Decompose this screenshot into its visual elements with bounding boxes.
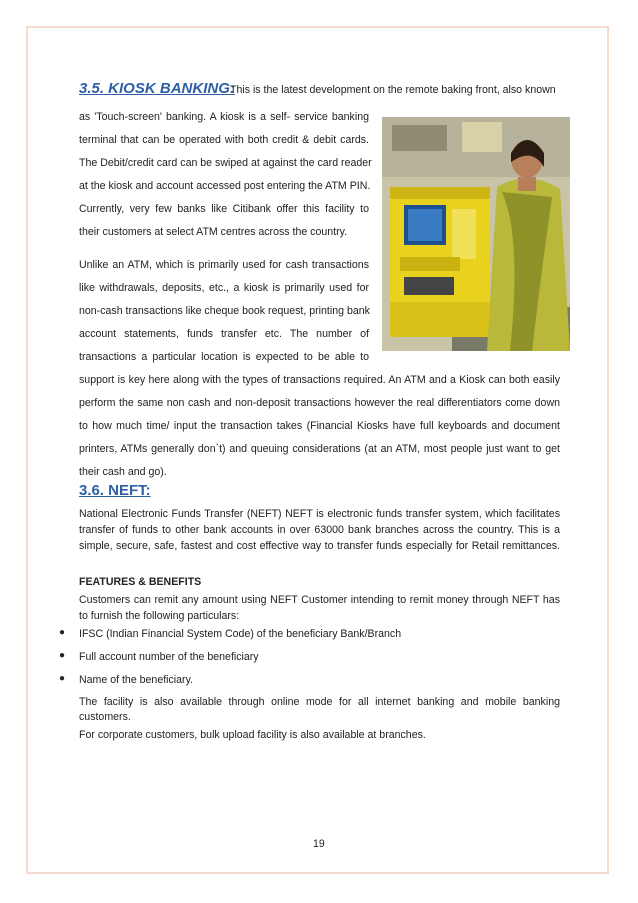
corporate-line: For corporate customers, bulk upload facility is also available at branches.: [79, 729, 426, 741]
bullet-icon: ●: [59, 650, 66, 661]
bullet-icon: ●: [59, 673, 66, 684]
kiosk-line: support is key here along with the types of transactions required. An ATM and a Kiosk can both easily: [79, 374, 560, 386]
kiosk-line: Currently, very few banks like Citibank offer this facility to: [79, 203, 369, 215]
kiosk-line: transactions a particular location is expected to be able to: [79, 351, 369, 363]
bullet-icon: ●: [59, 627, 66, 638]
page-number: 19: [313, 838, 325, 850]
kiosk-photo: [382, 117, 570, 351]
neft-para-line: simple, secure, safe, fastest and cost effective way to transfer funds especially for Retail remittances.: [79, 540, 560, 552]
kiosk-line: their cash and go).: [79, 466, 167, 478]
kiosk-line: as 'Touch-screen' banking. A kiosk is a self- service banking: [79, 111, 369, 123]
kiosk-line: like withdrawals, deposits, etc., a kiosk is primarily used for: [79, 282, 369, 294]
bullet-item: Name of the beneficiary.: [79, 674, 194, 686]
features-heading: FEATURES & BENEFITS: [79, 576, 202, 588]
kiosk-intro-tail: This is the latest development on the remote baking front, also known: [230, 84, 556, 96]
facility-line: customers.: [79, 711, 131, 723]
section-heading-kiosk: 3.5. KIOSK BANKING:: [79, 80, 235, 97]
kiosk-line: terminal that can be operated with both credit & debit cards.: [79, 134, 369, 146]
bullet-item: Full account number of the beneficiary: [79, 651, 259, 663]
kiosk-line: perform the same non cash and non-deposit transactions however the real differentiators come down: [79, 397, 560, 409]
kiosk-line: Unlike an ATM, which is primarily used for cash transactions: [79, 259, 369, 271]
kiosk-line: at the kiosk and account accessed post entering the ATM PIN.: [79, 180, 371, 192]
bullet-item: IFSC (Indian Financial System Code) of the beneficiary Bank/Branch: [79, 628, 402, 640]
kiosk-line: their customers at select ATM centres across the country.: [79, 226, 348, 238]
kiosk-line: to how much time/ input the transaction takes (Financial Kiosks have full keyboards and document: [79, 420, 560, 432]
kiosk-line: The Debit/credit card can be swiped at against the card reader: [79, 157, 372, 169]
features-intro-line: to furnish the following particulars:: [79, 610, 240, 622]
neft-para-line: National Electronic Funds Transfer (NEFT) NEFT is electronic funds transfer system, which facilitates: [79, 508, 560, 520]
features-intro-line: Customers can remit any amount using NEFT Customer intending to remit money through NEFT has: [79, 594, 560, 606]
section-heading-neft: 3.6. NEFT:: [79, 482, 151, 499]
kiosk-line: printers, ATMs generally don`t) and queuing considerations (at an ATM, most people just want to get: [79, 443, 560, 455]
facility-line: The facility is also available through online mode for all internet banking and mobile banking: [79, 696, 560, 708]
kiosk-line: account statements, funds transfer etc. The number of: [79, 328, 369, 340]
neft-para-line: transfer of funds to other bank accounts in over 63000 bank branches across the country. This is a: [79, 524, 560, 536]
kiosk-line: non-cash transactions like cheque book request, printing bank: [79, 305, 370, 317]
